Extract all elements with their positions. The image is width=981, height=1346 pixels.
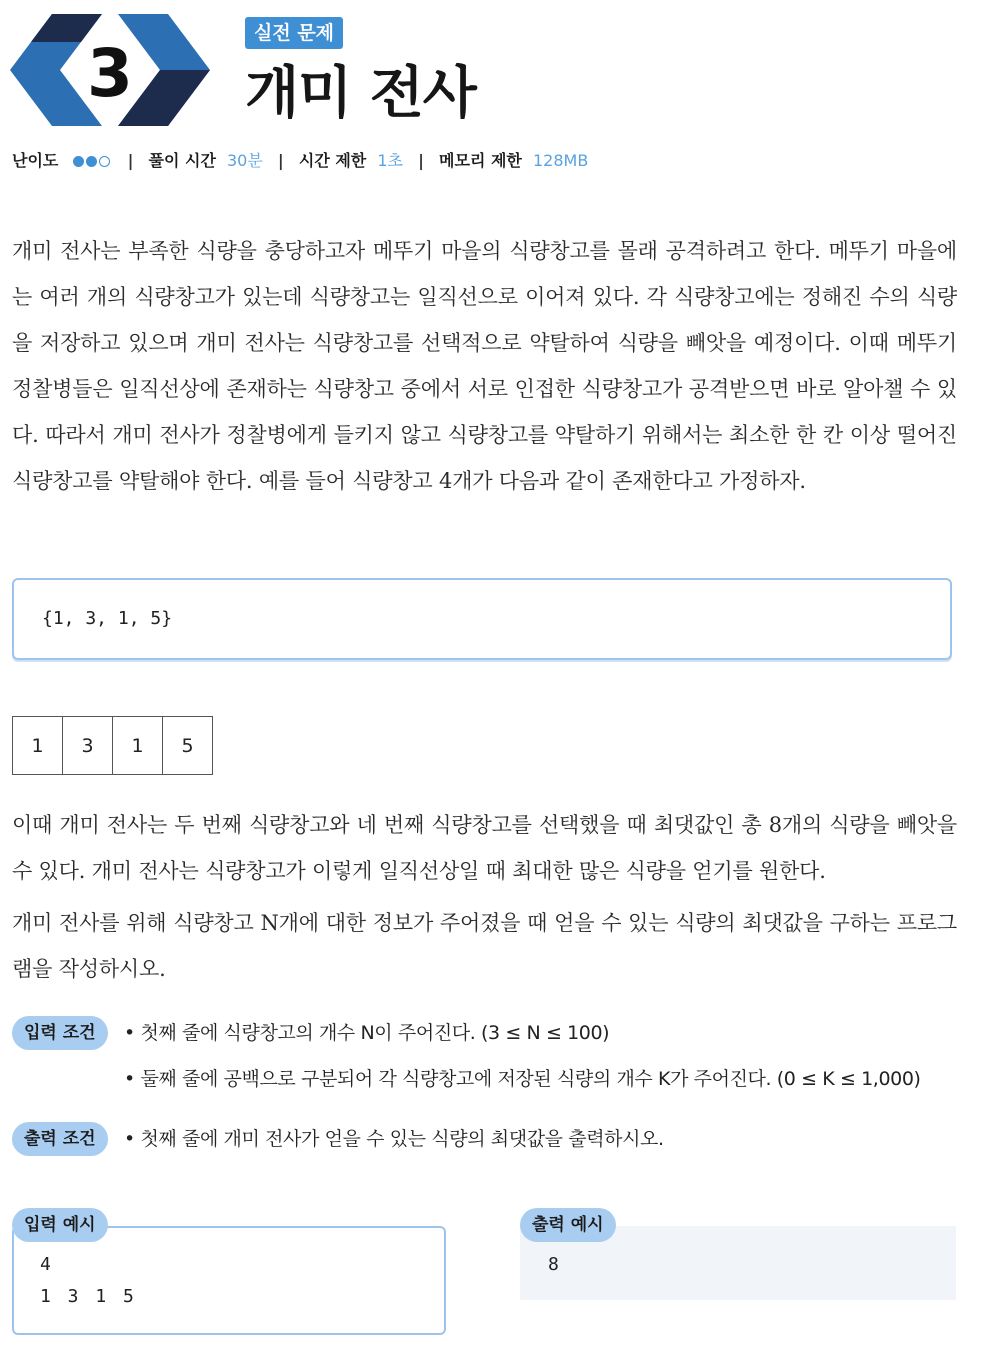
problem-number: 3 bbox=[87, 35, 133, 112]
description-paragraph-3: 개미 전사를 위해 식량창고 N개에 대한 정보가 주어졌을 때 얻을 수 있는 식량의 최댓값을 구하는 프로그램을 작성하시오. bbox=[12, 911, 957, 981]
memory-limit-value: 128MB bbox=[532, 151, 589, 170]
separator: | bbox=[418, 151, 424, 170]
separator: | bbox=[277, 151, 284, 170]
problem-number-badge bbox=[10, 14, 210, 126]
separator: | bbox=[127, 151, 134, 170]
output-example-label: 출력 예시 bbox=[520, 1208, 616, 1242]
array-cell: 5 bbox=[162, 716, 213, 775]
memory-limit-label: 메모리 제한 bbox=[439, 151, 522, 170]
array-cells bbox=[12, 716, 213, 774]
solve-time-label: 풀이 시간 bbox=[148, 151, 216, 170]
input-condition-item: • 첫째 줄에 식량창고의 개수 N이 주어진다. (3 ≤ N ≤ 100) bbox=[124, 1022, 610, 1044]
description-paragraph-1: 개미 전사는 부족한 식량을 충당하고자 메뚜기 마을의 식량창고를 몰래 공격하려고 한다. 메뚜기 마을에는 여러 개의 식량창고가 있는데 식량창고는 일직선으로 이어져 있다. 각 식량창고에는 정해진 수의 식량을 저장하고 있으며 개미 전사는 식량창고를 선택적으로 약탈하여 식량을 빼앗을 예정이다. 이때 메뚜기 정찰병들은 일직선상에 존재하는 식량창고 중에서 서로 인접한 식량창고가 공격받으면 바로 알아챌 수 있다. 따라서 개미 전사가 정찰병에게 들키지 않고 식량창고를 약탈하기 위해서는 최소한 한 칸 이상 떨어진 식량창고를 약탈해야 한다. 예를 들어 식량창고 4개가 다음과 같이 존재한다고 가정하자. bbox=[12, 239, 957, 493]
input-example-label: 입력 예시 bbox=[12, 1208, 108, 1242]
output-condition-label: 출력 조건 bbox=[12, 1122, 108, 1156]
difficulty-label: 난이도 bbox=[12, 151, 59, 170]
array-example-text: {1, 3, 1, 5} bbox=[42, 608, 173, 629]
page-title: 개미 전사 bbox=[245, 61, 476, 126]
practice-tag: 실전 문제 bbox=[245, 17, 343, 49]
input-example-box bbox=[12, 1226, 446, 1335]
array-example-box bbox=[12, 578, 952, 660]
input-condition-label: 입력 조건 bbox=[12, 1016, 108, 1050]
array-cell: 1 bbox=[12, 716, 63, 775]
output-example-line: 8 bbox=[548, 1254, 562, 1275]
difficulty-dot-filled-icon bbox=[86, 156, 97, 167]
time-limit-value: 1초 bbox=[377, 151, 403, 170]
array-cell: 1 bbox=[112, 716, 163, 775]
time-limit-label: 시간 제한 bbox=[298, 151, 367, 170]
description-paragraph-2: 이때 개미 전사는 두 번째 식량창고와 네 번째 식량창고를 선택했을 때 최댓값인 총 8개의 식량을 빼앗을 수 있다. 개미 전사는 식량창고가 이렇게 일직선상일 때 최대한 많은 식량을 얻기를 원한다. bbox=[12, 813, 957, 883]
input-condition-item: • 둘째 줄에 공백으로 구분되어 각 식량창고에 저장된 식량의 개수 K가 주어진다. (0 ≤ K ≤ 1,000) bbox=[124, 1068, 921, 1090]
output-condition-item: • 첫째 줄에 개미 전사가 얻을 수 있는 식량의 최댓값을 출력하시오. bbox=[124, 1128, 664, 1150]
difficulty-dot-filled-icon bbox=[73, 156, 84, 167]
array-cell: 3 bbox=[62, 716, 113, 775]
solve-time-value: 30분 bbox=[227, 151, 263, 170]
input-example-line: 4 bbox=[40, 1254, 54, 1275]
input-example-line: 1 3 1 5 bbox=[40, 1286, 137, 1307]
difficulty-dots bbox=[73, 151, 117, 170]
difficulty-dot-empty-icon bbox=[99, 156, 110, 167]
meta-line bbox=[12, 149, 588, 173]
